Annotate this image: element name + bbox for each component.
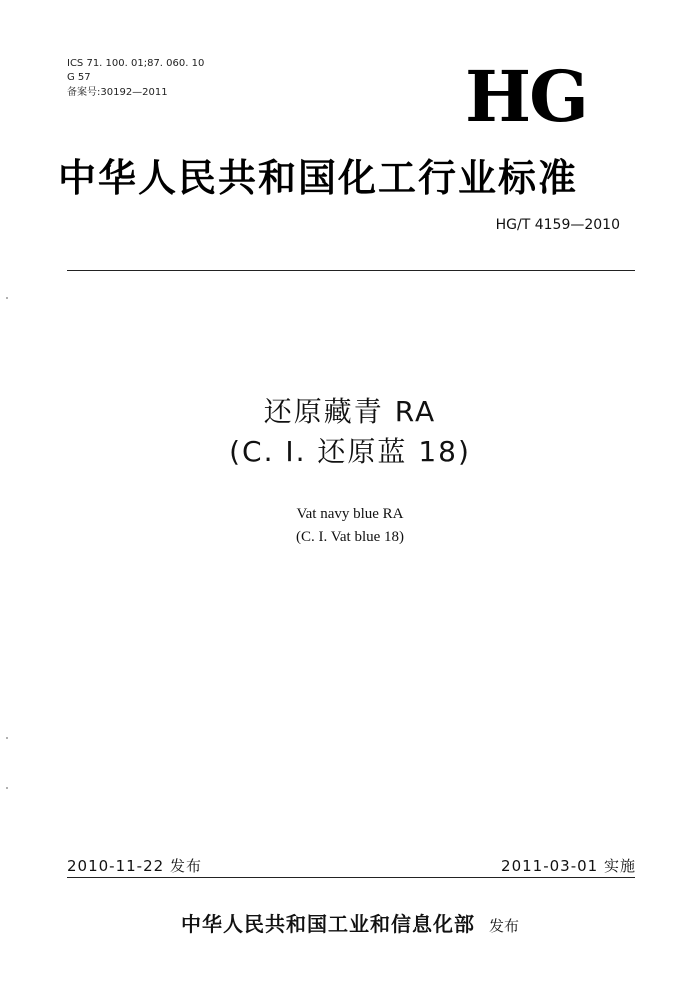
implementation-date: 2011-03-01 实施 [501,857,636,875]
chinese-subtitle: (C. I. 还原蓝 18) [229,435,471,468]
standard-number: HG/T 4159—2010 [495,217,620,233]
hg-logo: HG [465,55,587,138]
classification-code: G 57 [67,72,91,83]
record-number: 备案号:30192—2011 [67,87,168,98]
scan-speck [6,787,8,789]
chinese-title: 还原藏青 RA [263,395,437,428]
issue-date: 2010-11-22 发布 [67,857,202,875]
scan-speck [6,297,8,299]
issuing-authority [0,909,700,941]
bottom-divider [67,877,635,878]
issuer-name: 中华人民共和国工业和信息化部 [180,912,475,936]
ics-code: ICS 71. 100. 01;87. 060. 10 [67,58,205,69]
scan-speck [6,737,8,739]
issuer-suffix: 发布 [488,917,519,935]
standard-title: 中华人民共和国化工行业标准 [58,155,579,200]
english-title: Vat navy blue RA [296,506,404,522]
english-subtitle: (C. I. Vat blue 18) [295,529,405,545]
top-divider [67,270,635,271]
